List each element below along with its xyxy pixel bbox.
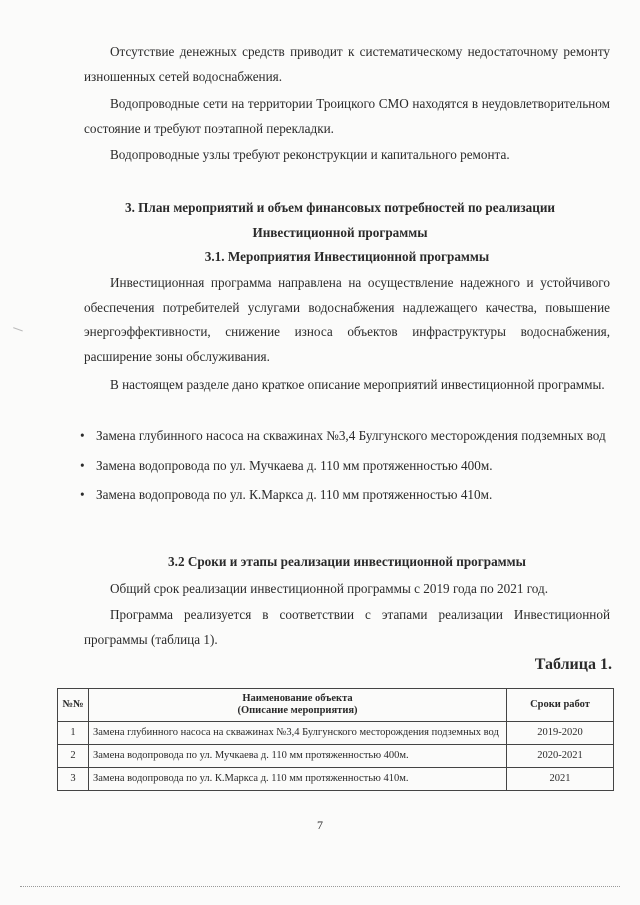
- table-row: [58, 745, 614, 768]
- list-item: • Замена водопровода по ул. Мучкаева д. 110 мм протяженностью 400м.: [76, 454, 610, 479]
- table-caption: Таблица 1.: [534, 656, 612, 673]
- table-row: [58, 768, 614, 791]
- section-3-title-line-2: Инвестиционной программы: [252, 225, 428, 240]
- header-name-line-1: Наименование объекта: [242, 693, 353, 704]
- row-term: 2020-2021: [507, 745, 614, 768]
- header-name: [89, 689, 507, 722]
- header-name-line-2: (Описание мероприятия): [237, 705, 358, 716]
- row-number: 1: [58, 722, 89, 745]
- intro-paragraph-1: Отсутствие денежных средств приводит к систематическому недостаточному ремонту изношенных сетей водоснабжения.: [84, 44, 610, 84]
- row-term: 2021: [507, 768, 614, 791]
- page-number: 7: [317, 818, 323, 832]
- scan-margin-mark: [13, 322, 25, 332]
- list-item: • Замена водопровода по ул. К.Маркса д. 110 мм протяженностью 410м.: [76, 483, 610, 508]
- table-row: [58, 722, 614, 745]
- section-3-1-paragraph-1: Инвестиционная программа направлена на осуществление надежного и устойчивого обеспечения потребителей услугами водоснабжения надлежащего качества, повышение энергоэффективности, снижение износа объектов инфраструктуры водоснабжения, расширение зоны обслуживания.: [84, 275, 610, 364]
- measures-list: [76, 424, 610, 508]
- header-number: №№: [58, 689, 89, 722]
- row-number: 3: [58, 768, 89, 791]
- section-3-2-title: 3.2 Сроки и этапы реализации инвестиционной программы: [168, 554, 526, 569]
- table-header-row: [58, 689, 614, 722]
- row-name: Замена водопровода по ул. К.Маркса д. 110 мм протяженностью 410м.: [89, 768, 507, 791]
- section-3-2-paragraph-1: Общий срок реализации инвестиционной программы с 2019 года по 2021 год.: [110, 581, 549, 596]
- header-term: Сроки работ: [507, 689, 614, 722]
- list-item: • Замена глубинного насоса на скважинах №3,4 Булгунского месторождения подземных вод: [76, 424, 610, 449]
- row-term: 2019-2020: [507, 722, 614, 745]
- intro-paragraph-3: Водопроводные узлы требуют реконструкции и капитального ремонта.: [110, 147, 510, 162]
- section-3-1-title: 3.1. Мероприятия Инвестиционной программы: [204, 249, 490, 264]
- row-name: Замена водопровода по ул. Мучкаева д. 110 мм протяженностью 400м.: [89, 745, 507, 768]
- intro-paragraph-2: Водопроводные сети на территории Троицкого СМО находятся в неудовлетворительном состояние и требуют поэтапной перекладки.: [84, 96, 610, 136]
- section-3-2-paragraph-2: Программа реализуется в соответствии с этапами реализации Инвестиционной программы (таблица 1).: [84, 607, 610, 647]
- row-number: 2: [58, 745, 89, 768]
- scan-bottom-edge: [20, 886, 620, 887]
- plan-table: [57, 688, 614, 791]
- row-name: Замена глубинного насоса на скважинах №3,4 Булгунского месторождения подземных вод: [89, 722, 507, 745]
- section-3-title-line-1: 3. План мероприятий и объем финансовых потребностей по реализации: [124, 200, 556, 215]
- section-3-1-paragraph-2: В настоящем разделе дано краткое описание мероприятий инвестиционной программы.: [110, 377, 605, 392]
